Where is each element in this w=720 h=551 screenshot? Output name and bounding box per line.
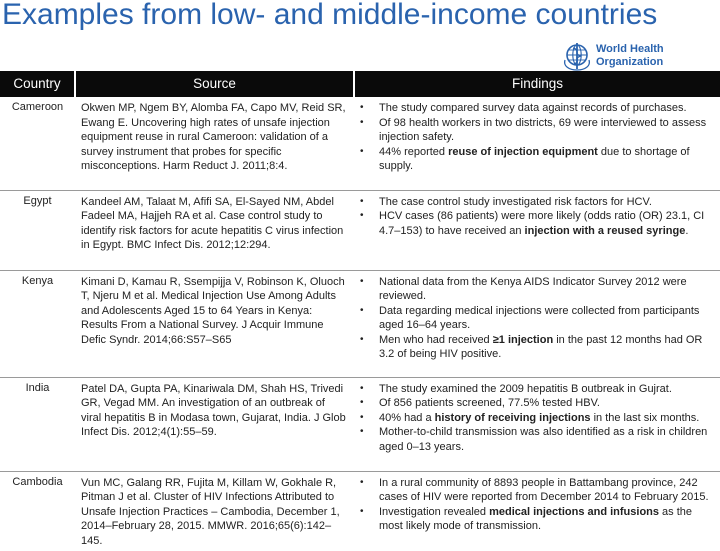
country-cell: Cambodia	[0, 471, 75, 551]
table-row	[0, 377, 720, 471]
findings-cell	[354, 377, 720, 471]
finding-emphasis: reuse of injection equipment	[448, 145, 598, 158]
finding-text: .	[685, 224, 689, 237]
table-row	[0, 190, 720, 270]
finding-text: Men who had received	[379, 333, 493, 346]
column-header-source: Source	[75, 71, 354, 97]
who-wordmark	[596, 43, 720, 69]
findings-cell	[354, 190, 720, 270]
who-logo	[561, 40, 720, 72]
findings-cell	[354, 270, 720, 377]
finding-item: • Of 98 health workers in two districts, 69 were interviewed to assess injection safety.	[354, 116, 718, 145]
source-cell: Kimani D, Kamau R, Ssempijja V, Robinson K, Oluoch T, Njeru M et al. Medical Injection Use Among Adults and Adolescents Aged 15 to 64 Years in Kenya: Results From a National Survey. J Acquir Immune Defic Syndr. 2014;66:S57–S65	[75, 270, 354, 377]
table-row	[0, 471, 720, 551]
finding-item	[354, 145, 718, 174]
finding-item: • National data from the Kenya AIDS Indicator Survey 2012 were reviewed.	[354, 275, 718, 304]
finding-item: • The study examined the 2009 hepatitis B outbreak in Gujrat.	[354, 382, 718, 397]
finding-item: • Data regarding medical injections were collected from participants aged 16–64 years.	[354, 304, 718, 333]
finding-item	[354, 505, 718, 534]
source-cell: Kandeel AM, Talaat M, Afifi SA, El-Sayed NM, Abdel Fadeel MA, Hajjeh RA et al. Case control study to identify risk factors for acute hepatitis C virus infection in Egypt. BMC Infect Dis. 2012;12:294.	[75, 190, 354, 270]
table-header-row	[0, 71, 720, 97]
country-cell: Egypt	[0, 190, 75, 270]
source-cell: Okwen MP, Ngem BY, Alomba FA, Capo MV, Reid SR, Ewang E. Uncovering high rates of unsafe injection equipment reuse in rural Cameroon: validation of a survey instrument that probes for specific misconceptions. Harm Reduct J. 2011;8:4.	[81, 102, 346, 172]
finding-emphasis: injection with a reused syringe	[524, 224, 686, 237]
finding-item	[354, 411, 718, 426]
finding-text: HCV cases (86 patients) were more likely (odds ratio (OR) 23.1, CI 4.7–153) to have received an	[379, 210, 705, 237]
finding-item: • In a rural community of 8893 people in Battambang province, 242 cases of HIV were reported from December 2014 to February 2015.	[354, 476, 718, 505]
finding-text: 40% had a	[379, 411, 435, 424]
column-header-country: Country	[0, 71, 75, 97]
finding-text: 44% reported	[379, 145, 449, 158]
evidence-table	[0, 71, 720, 551]
page-title: Examples from low- and middle-income countries	[2, 0, 658, 31]
finding-text: in the past 12 months had OR 3.2 of being HIV positive.	[379, 333, 703, 360]
finding-emphasis: history of receiving injections	[434, 411, 591, 424]
finding-item: • The case control study investigated risk factors for HCV.	[354, 195, 718, 210]
finding-text: Investigation revealed	[379, 505, 490, 518]
table-row	[0, 270, 720, 377]
finding-item: • Of 856 patients screened, 77.5% tested HBV.	[354, 396, 718, 411]
logo-line-1: World Health	[596, 43, 664, 55]
country-cell: Kenya	[0, 270, 75, 377]
finding-item	[354, 209, 718, 238]
finding-item	[354, 333, 718, 362]
finding-text: due to shortage of supply.	[379, 145, 690, 172]
findings-cell	[354, 471, 720, 551]
finding-item: • The study compared survey data against records of purchases.	[354, 101, 718, 116]
finding-emphasis: medical injections and infusions	[489, 505, 659, 518]
source-cell: Patel DA, Gupta PA, Kinariwala DM, Shah HS, Trivedi GR, Vegad MM. An investigation of an outbreak of viral hepatitis B in Modasa town, Gujarat, India. J Glob Infect Dis. 2012;4(1):55–59.	[75, 377, 354, 471]
finding-text: in the last six months.	[590, 411, 700, 424]
logo-line-2: Organization	[596, 56, 664, 68]
finding-item: • Mother-to-child transmission was also identified as a risk in children aged 0–13 years.	[354, 425, 718, 454]
country-cell: Cameroon	[11, 101, 64, 113]
finding-text: as the most likely mode of transmission.	[379, 505, 693, 532]
findings-cell	[354, 97, 720, 190]
table-row	[0, 97, 720, 190]
who-emblem-icon	[561, 40, 593, 72]
finding-emphasis: ≥1 injection	[492, 333, 554, 346]
country-cell: India	[0, 377, 75, 471]
source-cell: Vun MC, Galang RR, Fujita M, Killam W, Gokhale R, Pitman J et al. Cluster of HIV Infections Attributed to Unsafe Injection Practices – Cambodia, December 1, 2014–February 28, 2015. MMWR. 2016;65(6):142–145.	[75, 471, 354, 551]
column-header-findings: Findings	[354, 71, 720, 97]
